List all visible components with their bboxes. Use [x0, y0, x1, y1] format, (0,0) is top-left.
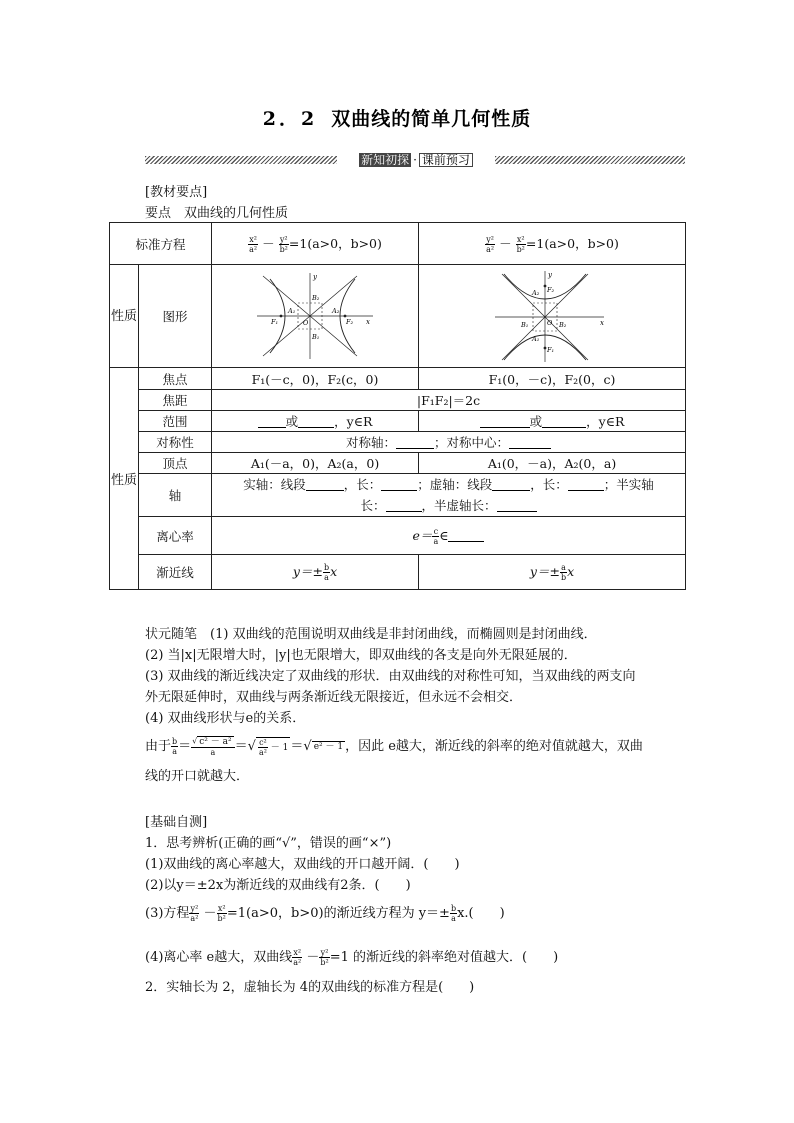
group-label-property-1: 性质 — [110, 265, 139, 368]
focus-left: F₁(－c，0)，F₂(c，0) — [212, 368, 419, 390]
row-range — [110, 411, 686, 432]
svg-text:B₁: B₁ — [521, 320, 529, 329]
svg-text:F₁: F₁ — [271, 318, 279, 326]
eccentricity-value: e＝ $\frac{c}{a}$ ∈ — [212, 517, 686, 555]
row-symmetry — [110, 432, 686, 453]
svg-text:x: x — [600, 318, 604, 327]
vertex-left: A₁(－a，0)，A₂(a，0) — [212, 453, 419, 474]
axis-value: 实轴：线段 ，长： ；虚轴：线段 ，长： ；半实轴 长： ，半虚轴长： — [212, 474, 686, 517]
banner-hatch-left — [145, 156, 337, 164]
properties-table — [109, 222, 686, 590]
graph-right-cell — [419, 265, 686, 368]
svg-text:F₂: F₂ — [346, 318, 354, 326]
question-1-4: (4)离心率 e越大，双曲线 $\frac{\text{x²}}{\text{a²}}$ － $\frac{\text{y²}}{\text{b²}}$ =1 的渐近线的斜率绝对值越大．( ) — [145, 948, 559, 967]
question-2: 2．实轴长为 2，虚轴长为 4的双曲线的标准方程是( ) — [145, 980, 475, 995]
svg-text:A₁: A₁ — [532, 334, 540, 343]
svg-text:A₁: A₁ — [288, 307, 296, 315]
focus-right: F₁(0，－c)，F₂(0，c) — [419, 368, 686, 390]
range-left: 或 ，y∈R — [212, 411, 419, 432]
svg-text:y: y — [313, 273, 317, 281]
note-line-5: (4) 双曲线形状与e的关系． — [145, 711, 306, 726]
banner-preview: 课前预习 — [419, 153, 473, 167]
svg-text:O: O — [303, 319, 309, 327]
row-focal-length — [110, 390, 686, 411]
banner-hatch-right — [495, 156, 685, 164]
section-banner — [145, 152, 685, 168]
row-vertex — [110, 453, 686, 474]
row-asymptote — [110, 555, 686, 590]
svg-text:x: x — [366, 318, 370, 326]
section-subheader: 要点 双曲线的几何性质 — [145, 206, 289, 221]
row-graph — [110, 265, 686, 368]
svg-text:O: O — [547, 318, 553, 327]
row-focus — [110, 368, 686, 390]
label-focus: 焦点 — [139, 368, 212, 390]
note-line-7: 线的开口就越大． — [145, 769, 250, 784]
svg-text:y: y — [548, 270, 552, 279]
hyperbola-vertical-graph — [492, 269, 612, 364]
label-range: 范围 — [139, 411, 212, 432]
label-standard-equation: 标准方程 — [110, 223, 212, 265]
banner-label — [338, 152, 494, 168]
row-eccentricity — [110, 517, 686, 555]
note-line-3: (3) 双曲线的渐近线决定了双曲线的形状．由双曲线的对称性可知，当双曲线的两支向 — [145, 669, 636, 684]
banner-dot: · — [413, 153, 417, 167]
title-number: 2．2 — [262, 108, 318, 130]
equation-right: $\frac{\text{y²}}{\text{a²}}$ － $\frac{\text{x²}}{\text{b²}}$ =1(a>0，b>0) — [419, 223, 686, 265]
row-standard-equation — [110, 223, 686, 265]
self-test-header: [基础自测] — [145, 815, 208, 830]
question-1: 1．思考辨析(正确的画“√”，错误的画“×”) — [145, 836, 392, 851]
svg-text:B₂: B₂ — [312, 294, 320, 302]
label-asymptote: 渐近线 — [139, 555, 212, 590]
note-line-6: 由于 $\frac{b}{a}$ ＝ $\frac{\text{√ c² － a²}}{a}$ ＝√ $\frac{\text{c²}}{\text{a²}}$ － 1 ＝√ e² － 1 ，因此 e越大，渐近线的斜率的绝对值就越大，双曲 — [145, 736, 643, 757]
question-1-1: (1)双曲线的离心率越大，双曲线的开口越开阔．( ) — [145, 857, 460, 872]
asymptote-left: y＝± $\frac{b}{a}$ x — [212, 555, 419, 590]
note-line-2: (2) 当|x|无限增大时，|y|也无限增大，即双曲线的各支是向外无限延展的． — [145, 648, 577, 663]
section-header: [教材要点] — [145, 185, 208, 200]
title-text: 双曲线的简单几何性质 — [331, 108, 532, 130]
focal-length-value: |F₁F₂|＝2c — [212, 390, 686, 411]
graph-left-cell — [212, 265, 419, 368]
note-line-1: 状元随笔 (1) 双曲线的范围说明双曲线是非封闭曲线，而椭圆则是封闭曲线． — [145, 627, 597, 642]
row-axis — [110, 474, 686, 517]
svg-text:F₁: F₁ — [547, 345, 555, 354]
vertex-right: A₁(0，－a)，A₂(0，a) — [419, 453, 686, 474]
label-symmetry: 对称性 — [139, 432, 212, 453]
group-label-property-2: 性质 — [110, 368, 139, 590]
label-axis: 轴 — [139, 474, 212, 517]
svg-text:B₂: B₂ — [559, 320, 567, 329]
label-graph: 图形 — [139, 265, 212, 368]
svg-text:B₁: B₁ — [312, 333, 320, 341]
page-title — [0, 104, 794, 131]
question-1-3: (3)方程 $\frac{\text{y²}}{\text{a²}}$ － $\frac{\text{x²}}{\text{b²}}$ =1(a>0，b>0)的渐近线方程为 y＝± $\frac{b}{a}$ x.( ) — [145, 904, 505, 923]
svg-text:A₂: A₂ — [532, 288, 540, 297]
label-eccentricity: 离心率 — [139, 517, 212, 555]
hyperbola-horizontal-graph — [255, 271, 375, 361]
range-right: 或 ，y∈R — [419, 411, 686, 432]
note-line-4: 外无限延伸时，双曲线与两条渐近线无限接近，但永远不会相交． — [145, 690, 523, 705]
svg-text:A₂: A₂ — [332, 307, 340, 315]
question-1-2: (2)以y＝±2x为渐近线的双曲线有2条．( ) — [145, 878, 411, 893]
equation-left: $\frac{\text{x²}}{\text{a²}}$ － $\frac{\text{y²}}{\text{b²}}$ =1(a>0，b>0) — [212, 223, 419, 265]
banner-new-knowledge: 新知初探 — [361, 153, 410, 167]
label-focal-length: 焦距 — [139, 390, 212, 411]
svg-text:F₂: F₂ — [547, 285, 555, 294]
label-vertex: 顶点 — [139, 453, 212, 474]
symmetry-value: 对称轴： ；对称中心： — [212, 432, 686, 453]
asymptote-right: y＝± $\frac{a}{b}$ x — [419, 555, 686, 590]
